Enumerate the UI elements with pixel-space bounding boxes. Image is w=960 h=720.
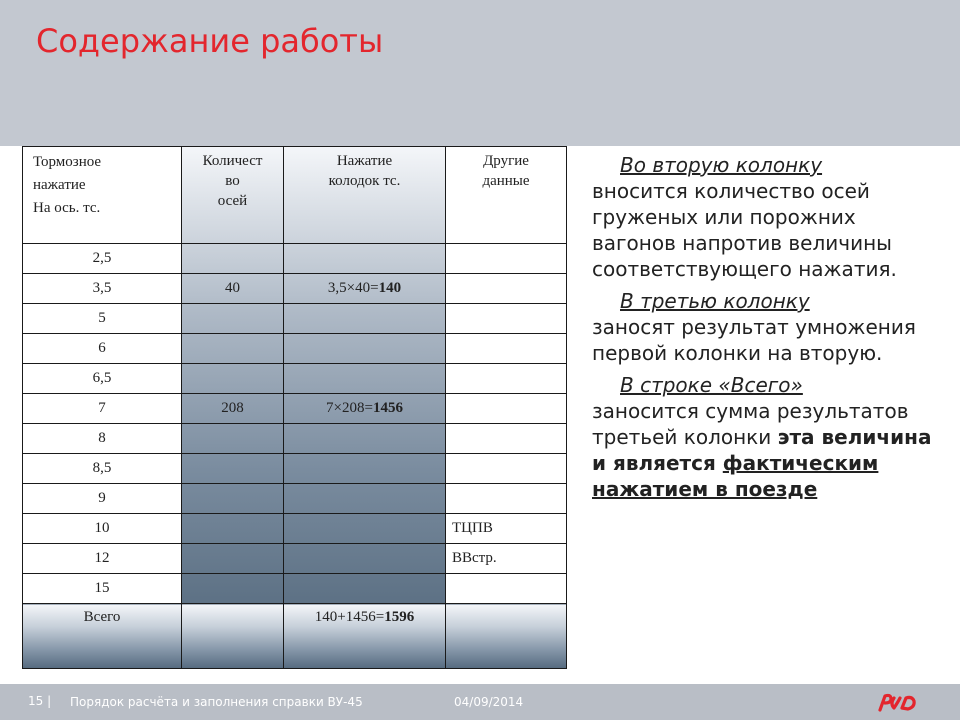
total-other (446, 604, 567, 669)
cell-count (182, 304, 284, 334)
cell-other (446, 484, 567, 514)
cell-pressure: 3,5 (23, 274, 182, 304)
cell-count (182, 484, 284, 514)
footer-date: 04/09/2014 (454, 695, 524, 709)
header-other-data: Другие данные (446, 147, 567, 244)
explanation-paragraph-1: Во вторую колонку вносится количество осей груженых или порожних вагонов напротив величины соответствующего нажатия. (592, 153, 897, 281)
cell-other: ВВстр. (446, 544, 567, 574)
footer-text: Порядок расчёта и заполнения справки ВУ-45 (70, 695, 363, 709)
cell-other (446, 364, 567, 394)
rzd-logo-icon (876, 690, 924, 714)
cell-calc (284, 574, 446, 604)
header-axle-count: Количест во осей (182, 147, 284, 244)
cell-calc (284, 454, 446, 484)
cell-other (446, 454, 567, 484)
cell-other (446, 424, 567, 454)
cell-count: 208 (182, 394, 284, 424)
cell-count (182, 544, 284, 574)
lead-second-column: Во вторую колонку (620, 153, 823, 177)
cell-pressure: 7 (23, 394, 182, 424)
table-total-row (23, 604, 567, 669)
cell-calc: 3,5×40=140 (284, 274, 446, 304)
slide-title: Содержание работы (36, 22, 384, 60)
cell-count (182, 244, 284, 274)
cell-pressure: 8,5 (23, 454, 182, 484)
table-row (23, 304, 567, 334)
header-brake-pressure: Тормозное нажатие На ось. тс. (23, 147, 182, 244)
table-row (23, 454, 567, 484)
table-header-row (23, 147, 567, 244)
explanation-paragraph-2: В третью колонку заносят результат умножения первой колонки на вторую. (592, 289, 916, 365)
cell-calc: 7×208=1456 (284, 394, 446, 424)
cell-pressure: 9 (23, 484, 182, 514)
table-row (23, 364, 567, 394)
cell-count (182, 574, 284, 604)
explanation-text (592, 152, 942, 508)
lead-total-row: В строке «Всего» (620, 373, 803, 397)
cell-pressure: 2,5 (23, 244, 182, 274)
table-row (23, 334, 567, 364)
table-row (23, 544, 567, 574)
cell-other (446, 574, 567, 604)
table-row (23, 274, 567, 304)
total-label: Всего (23, 604, 182, 669)
cell-calc (284, 514, 446, 544)
cell-other: ТЦПВ (446, 514, 567, 544)
cell-other (446, 274, 567, 304)
cell-pressure: 5 (23, 304, 182, 334)
table-row (23, 244, 567, 274)
table-row (23, 394, 567, 424)
lead-third-column: В третью колонку (620, 289, 810, 313)
cell-count: 40 (182, 274, 284, 304)
cell-pressure: 15 (23, 574, 182, 604)
cell-count (182, 514, 284, 544)
cell-count (182, 424, 284, 454)
brake-table (22, 146, 567, 669)
cell-pressure: 12 (23, 544, 182, 574)
cell-pressure: 8 (23, 424, 182, 454)
cell-pressure: 6,5 (23, 364, 182, 394)
cell-calc (284, 544, 446, 574)
cell-pressure: 10 (23, 514, 182, 544)
cell-calc (284, 424, 446, 454)
table-row (23, 514, 567, 544)
cell-calc (284, 244, 446, 274)
cell-other (446, 244, 567, 274)
cell-calc (284, 304, 446, 334)
cell-count (182, 454, 284, 484)
total-calc: 140+1456=1596 (284, 604, 446, 669)
cell-count (182, 364, 284, 394)
cell-other (446, 334, 567, 364)
footer-band (0, 684, 960, 720)
cell-calc (284, 484, 446, 514)
cell-calc (284, 334, 446, 364)
cell-other (446, 304, 567, 334)
table-row (23, 484, 567, 514)
cell-calc (284, 364, 446, 394)
cell-pressure: 6 (23, 334, 182, 364)
total-count (182, 604, 284, 669)
page-number: 15 | (28, 694, 52, 708)
header-shoe-pressure: Нажатие колодок тс. (284, 147, 446, 244)
explanation-paragraph-3: В строке «Всего» заносится сумма результатов третьей колонки эта величина и является фактическим нажатием в поезде (592, 373, 932, 501)
cell-other (446, 394, 567, 424)
table-row (23, 424, 567, 454)
cell-count (182, 334, 284, 364)
table-row (23, 574, 567, 604)
